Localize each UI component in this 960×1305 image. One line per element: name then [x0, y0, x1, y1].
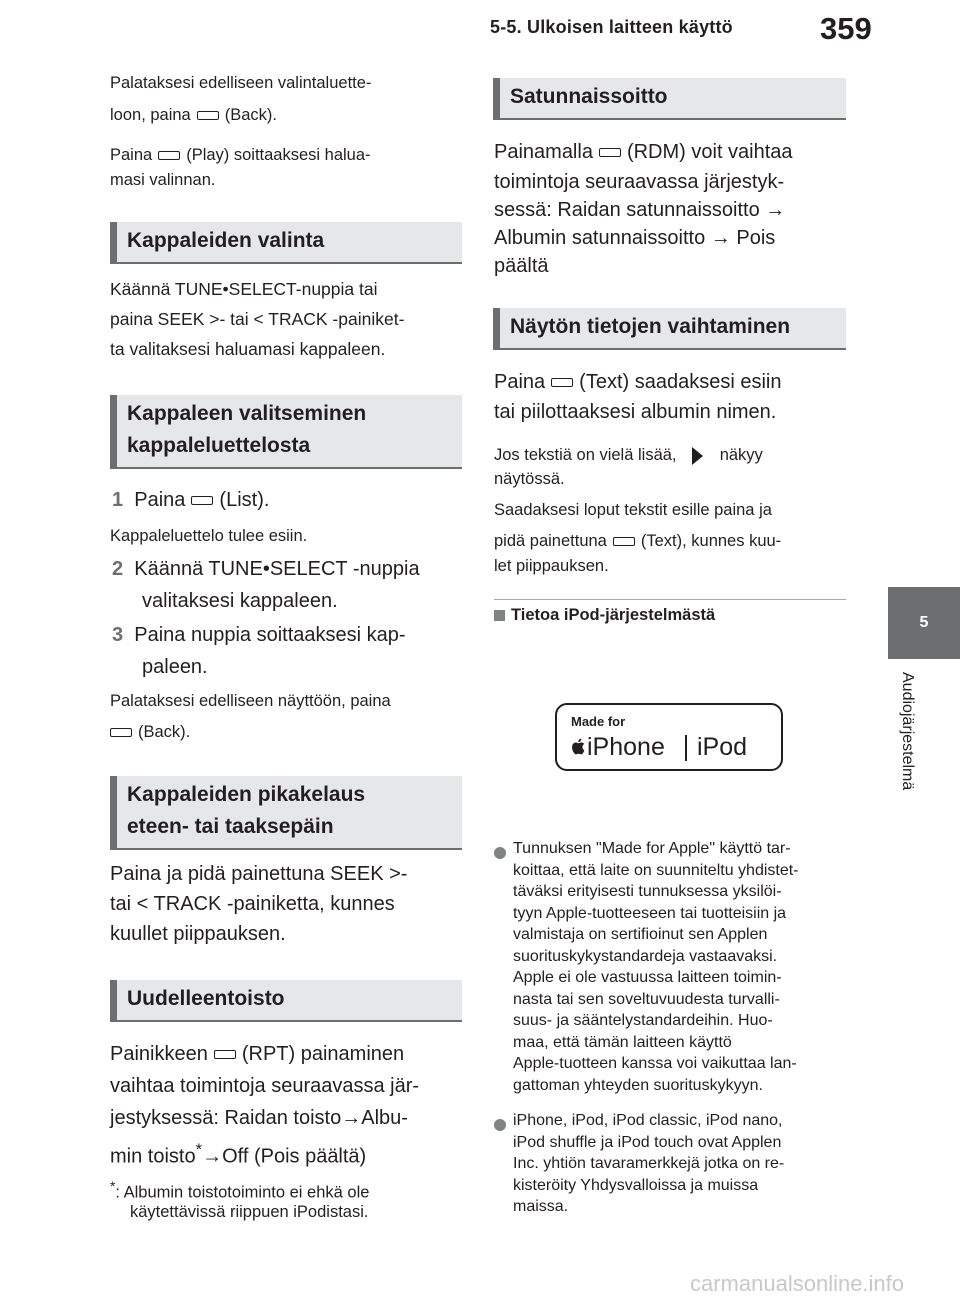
divider [494, 599, 846, 600]
right-r2b: tai piilottaaksesi albumin nimen. [494, 401, 777, 423]
left-p1a: Palataksesi edelliseen valintaluette- [110, 74, 372, 92]
bullet-dot-icon [494, 1116, 506, 1134]
badge-separator [685, 735, 687, 761]
heading-uudelleentoisto: Uudelleentoisto [110, 980, 462, 1022]
bullet-line: nasta tai sen soveltuvuudesta turvalli- [513, 990, 780, 1008]
step-3: 3 Paina nuppia soittaaksesi kap- [112, 624, 406, 646]
left-p1b: loon, paina (Back). [110, 106, 278, 124]
chapter-tab-label: Audiojärjestelmä [899, 672, 916, 791]
left-p5a: Paina ja pidä painettuna SEEK >- [110, 863, 408, 885]
bullet-line: Apple ei ole vastuussa laitteen toimin- [513, 969, 782, 986]
step-2-cont: valitaksesi kappaleen. [142, 590, 338, 612]
footnote-line2: käytettävissä riippuen iPodistasi. [130, 1203, 369, 1221]
button-symbol-icon [214, 1050, 236, 1059]
bullet-line: Apple-tuotteen kanssa voi vaikuttaa lan- [513, 1055, 797, 1072]
bullet-line: koittaa, että laite on suunniteltu yhdistet- [513, 861, 799, 879]
step-1: 1 Paina (List). [112, 489, 270, 511]
bullet-line: valmistaja on sertifioinut sen Applen [513, 926, 768, 943]
page-number: 359 [820, 11, 872, 46]
left-p2b: masi valinnan. [110, 171, 216, 189]
arrow-right-icon: → [202, 1145, 223, 1168]
bullet-dot-icon [494, 844, 506, 862]
bullet-line: kisteröity Yhdysvalloissa ja muissa [513, 1176, 759, 1194]
left-p6d: min toisto*→Off (Pois päältä) [110, 1140, 367, 1168]
heading-pikakelaus: Kappaleiden pikakelaus eteen- tai taaksepäin [110, 776, 462, 850]
step-3-cont: paleen. [142, 656, 208, 678]
heading-kappaleiden-valinta: Kappaleiden valinta [110, 222, 462, 264]
arrow-right-icon: → [765, 199, 786, 221]
footnote-line1: *: Albumin toistotoiminto ei ehkä ole [110, 1179, 370, 1202]
badge-ipod: iPod [697, 733, 748, 761]
right-r4c: let piippauksen. [494, 557, 609, 575]
left-p4a: Palataksesi edelliseen näyttöön, paina [110, 692, 391, 710]
step-2: 2 Käännä TUNE•SELECT -nuppia [112, 558, 420, 580]
subheading-ipod: Tietoa iPod-järjestelmästä [494, 606, 715, 625]
right-r1d: Albumin satunnaissoitto → Pois [494, 227, 776, 249]
bullet-line: suorituskykystandardeja vastaavaksi. [513, 947, 778, 965]
bullet-trademarks [513, 1110, 853, 1218]
bullet-line: maissa. [513, 1198, 569, 1215]
left-p3b: paina SEEK >- tai < TRACK -painiket- [110, 309, 405, 329]
left-p5c: kuullet piippauksen. [110, 923, 286, 945]
heading-nayton-tietojen: Näytön tietojen vaihtaminen [493, 308, 846, 350]
apple-logo-icon [571, 737, 587, 756]
button-symbol-icon [158, 151, 180, 160]
button-symbol-icon [110, 728, 132, 737]
right-r3b: näytössä. [494, 470, 565, 488]
badge-iphone: iPhone [571, 733, 665, 762]
left-p3a: Käännä TUNE•SELECT-nuppia tai [110, 279, 378, 299]
button-symbol-icon [191, 496, 213, 505]
right-r1e: päältä [494, 255, 549, 277]
square-bullet-icon [494, 610, 505, 621]
made-for-iphone-ipod-badge [555, 703, 783, 771]
right-r1b: toimintoja seuraavassa järjestyk- [494, 171, 785, 193]
bullet-apple-notice [513, 838, 853, 1096]
button-symbol-icon [599, 148, 621, 157]
right-r2a: Paina (Text) saadaksesi esiin [494, 371, 782, 393]
heading-satunnaissoitto: Satunnaissoitto [493, 78, 846, 120]
bullet-line: maa, että tämän laitteen käyttö [513, 1033, 732, 1051]
left-p2a: Paina (Play) soittaaksesi halua- [110, 146, 371, 164]
arrow-right-icon: → [341, 1107, 362, 1129]
bullet-line: iPod shuffle ja iPod touch ovat Applen [513, 1133, 782, 1151]
bullet-line: gattoman yhteyden suorituskykyyn. [513, 1076, 763, 1094]
heading-kappaleen-valitseminen: Kappaleen valitseminen kappaleluettelosta [110, 395, 462, 469]
bullet-line: Tunnuksen "Made for Apple" käyttö tar- [513, 840, 791, 857]
right-r1c: sessä: Raidan satunnaissoitto → [494, 199, 786, 221]
right-r1a: Painamalla (RDM) voit vaihtaa [494, 141, 793, 163]
right-r4b: pidä painettuna (Text), kunnes kuu- [494, 532, 782, 550]
watermark: carmanualsonline.info [690, 1271, 905, 1296]
left-p6a: Painikkeen (RPT) painaminen [110, 1043, 405, 1065]
button-symbol-icon [613, 537, 635, 546]
bullet-line: iPhone, iPod, iPod classic, iPod nano, [513, 1112, 783, 1129]
bullet-line: suus- ja sääntelystandardeihin. Huo- [513, 1012, 773, 1029]
left-p4b: (Back). [110, 721, 190, 743]
button-symbol-icon [197, 111, 219, 120]
bullet-line: Inc. yhtiön tavaramerkkejä jotka on re- [513, 1155, 785, 1172]
right-r4a: Saadaksesi loput tekstit esille paina ja [494, 501, 772, 519]
left-p5b: tai < TRACK -painiketta, kunnes [110, 893, 395, 915]
section-heading: 5-5. Ulkoisen laitteen käyttö [490, 17, 733, 37]
step-1-note: Kappaleluettelo tulee esiin. [110, 527, 308, 545]
button-symbol-icon [551, 378, 573, 387]
left-p6c: jestyksessä: Raidan toisto→Albu- [110, 1107, 408, 1129]
arrow-right-icon: → [710, 227, 731, 249]
chapter-tab-number: 5 [888, 587, 960, 659]
bullet-line: täväksi erityisesti tunnuksessa yksilöi- [513, 883, 782, 900]
left-p6b: vaihtaa toimintoja seuraavassa jär- [110, 1075, 420, 1097]
more-text-arrow-icon [689, 445, 707, 467]
right-r3a: Jos tekstiä on vielä lisää, näkyy [494, 444, 763, 467]
badge-made-for: Made for [571, 714, 626, 729]
left-p3c: ta valitaksesi haluamasi kappaleen. [110, 339, 386, 359]
bullet-line: tyyn Apple-tuotteeseen tai tuotteisiin ja [513, 904, 787, 922]
